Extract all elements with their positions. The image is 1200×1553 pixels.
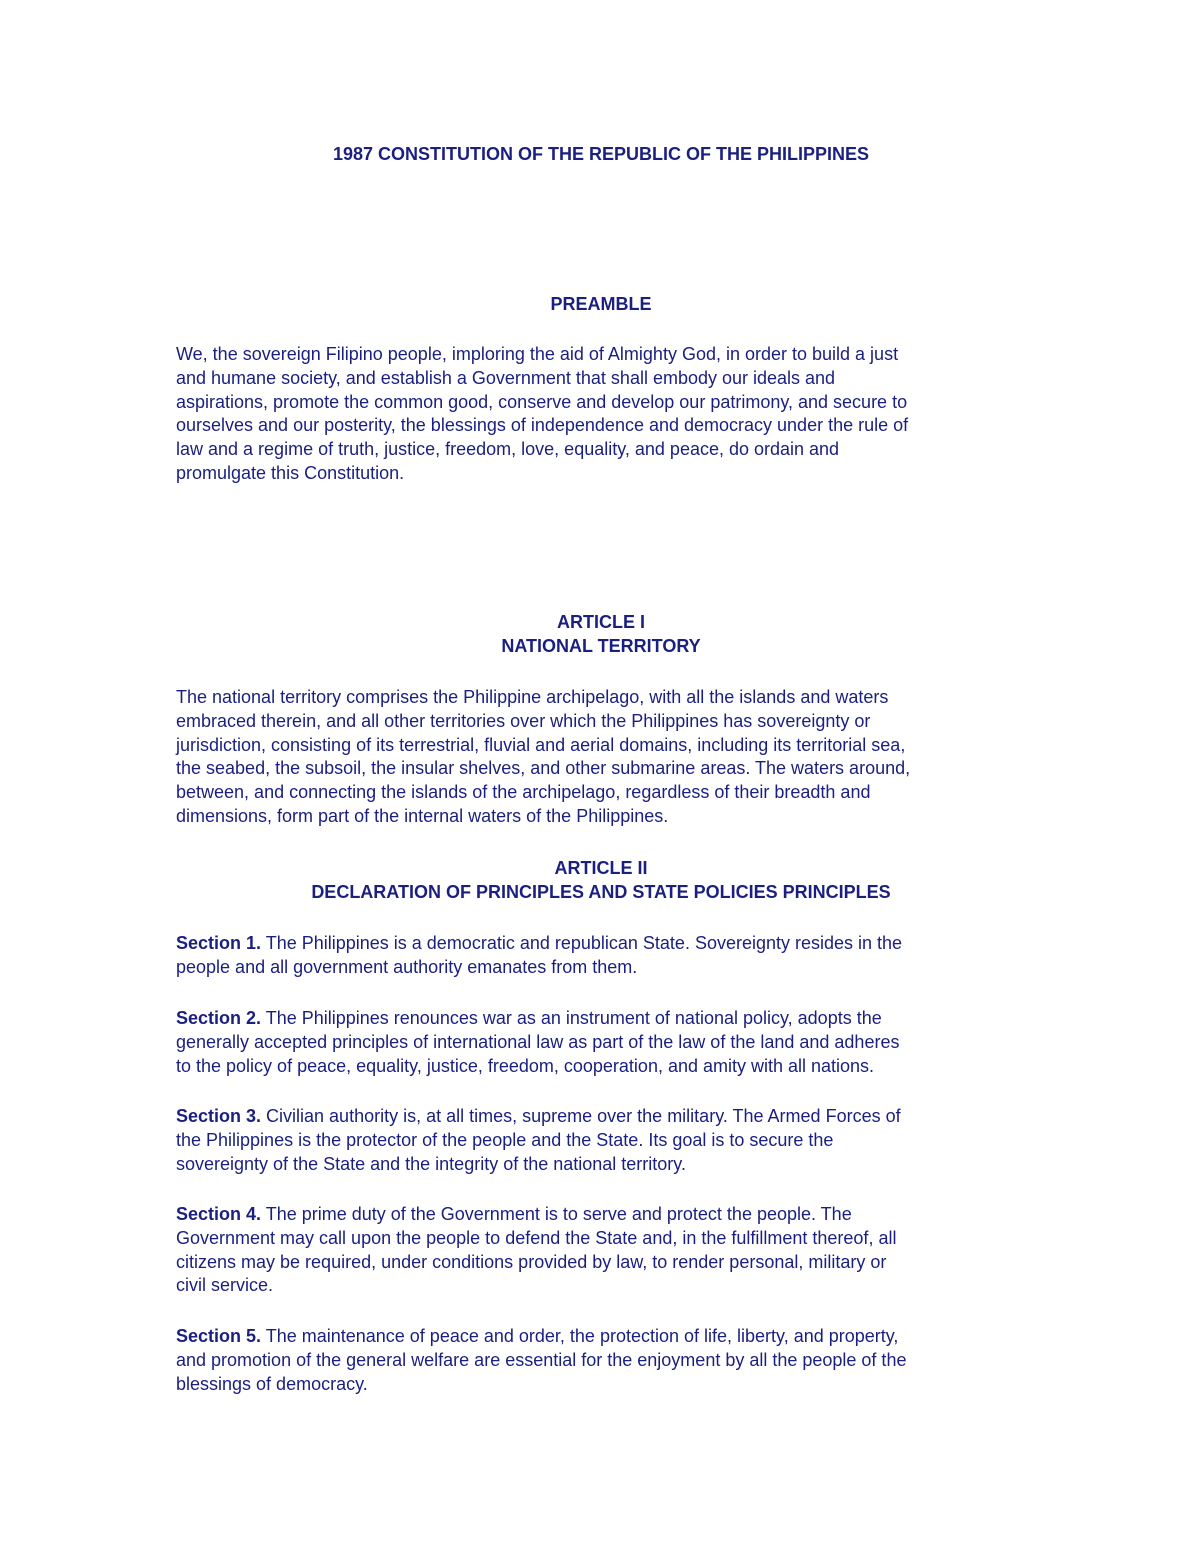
section-1-line: people and all government authority emanates from them. xyxy=(176,956,638,977)
section-4-label: Section 4. xyxy=(176,1204,262,1224)
preamble-line: aspirations, promote the common good, conserve and develop our patrimony, and secure to xyxy=(176,391,908,412)
article-1-line: jurisdiction, consisting of its terrestrial, fluvial and aerial domains, including its territorial sea, xyxy=(176,734,906,755)
section-3-label: Section 3. xyxy=(176,1106,262,1126)
section-4-text: The prime duty of the Government is to serve and protect the people. The xyxy=(261,1204,852,1224)
preamble-heading xyxy=(176,292,1026,316)
article-1-line: between, and connecting the islands of the archipelago, regardless of their breadth and xyxy=(176,782,871,803)
section-5 xyxy=(176,1325,1021,1396)
section-5-line: and promotion of the general welfare are essential for the enjoyment by all the people of the xyxy=(176,1349,907,1370)
preamble-line: promulgate this Constitution. xyxy=(176,462,405,483)
section-3-line: sovereignty of the State and the integrity of the national territory. xyxy=(176,1153,686,1174)
article-2-title: DECLARATION OF PRINCIPLES AND STATE POLICIES PRINCIPLES xyxy=(311,882,891,902)
article-1-line: embraced therein, and all other territories over which the Philippines has sovereignty or xyxy=(176,710,871,731)
article-1-title: NATIONAL TERRITORY xyxy=(501,636,701,656)
section-2-label: Section 2. xyxy=(176,1008,262,1028)
article-1-line: the seabed, the subsoil, the insular shelves, and other submarine areas. The waters around, xyxy=(176,758,911,779)
section-2-text: The Philippines renounces war as an instrument of national policy, adopts the xyxy=(261,1008,882,1028)
preamble-paragraph xyxy=(176,343,1021,486)
section-4-line: civil service. xyxy=(176,1275,274,1296)
section-5-label: Section 5. xyxy=(176,1326,262,1346)
preamble-line: law and a regime of truth, justice, freedom, love, equality, and peace, do ordain and xyxy=(176,439,840,460)
section-2-line: to the policy of peace, equality, justice, freedom, cooperation, and amity with all nations. xyxy=(176,1055,875,1076)
section-4 xyxy=(176,1203,1021,1298)
section-1-text: The Philippines is a democratic and republican State. Sovereignty resides in the xyxy=(261,933,903,953)
article-2-heading xyxy=(176,856,1026,904)
section-3-line: the Philippines is the protector of the people and the State. Its goal is to secure the xyxy=(176,1129,834,1150)
section-1 xyxy=(176,932,1021,980)
section-5-text: The maintenance of peace and order, the protection of life, liberty, and property, xyxy=(261,1326,899,1346)
section-3 xyxy=(176,1105,1021,1176)
article-1-paragraph xyxy=(176,686,1021,829)
preamble-line: We, the sovereign Filipino people, imploring the aid of Almighty God, in order to build a just xyxy=(176,344,899,364)
section-4-line: citizens may be required, under conditions provided by law, to render personal, military or xyxy=(176,1251,887,1272)
section-4-line: Government may call upon the people to defend the State and, in the fulfillment thereof, all xyxy=(176,1227,897,1248)
article-1-line: The national territory comprises the Philippine archipelago, with all the islands and waters xyxy=(176,687,889,707)
section-1-label: Section 1. xyxy=(176,933,262,953)
article-1-heading xyxy=(176,610,1026,658)
section-2-line: generally accepted principles of international law as part of the law of the land and adheres xyxy=(176,1031,900,1052)
article-2-number: ARTICLE II xyxy=(554,858,648,878)
preamble-heading-text: PREAMBLE xyxy=(550,294,652,314)
preamble-line: ourselves and our posterity, the blessings of independence and democracy under the rule of xyxy=(176,415,909,436)
article-1-number: ARTICLE I xyxy=(557,612,645,632)
section-3-text: Civilian authority is, at all times, supreme over the military. The Armed Forces of xyxy=(261,1106,901,1126)
document-title: 1987 CONSTITUTION OF THE REPUBLIC OF THE PHILIPPINES xyxy=(332,144,870,164)
preamble-line: and humane society, and establish a Government that shall embody our ideals and xyxy=(176,367,836,388)
section-5-line: blessings of democracy. xyxy=(176,1373,368,1394)
article-1-line: dimensions, form part of the internal waters of the Philippines. xyxy=(176,805,669,826)
section-2 xyxy=(176,1007,1021,1078)
